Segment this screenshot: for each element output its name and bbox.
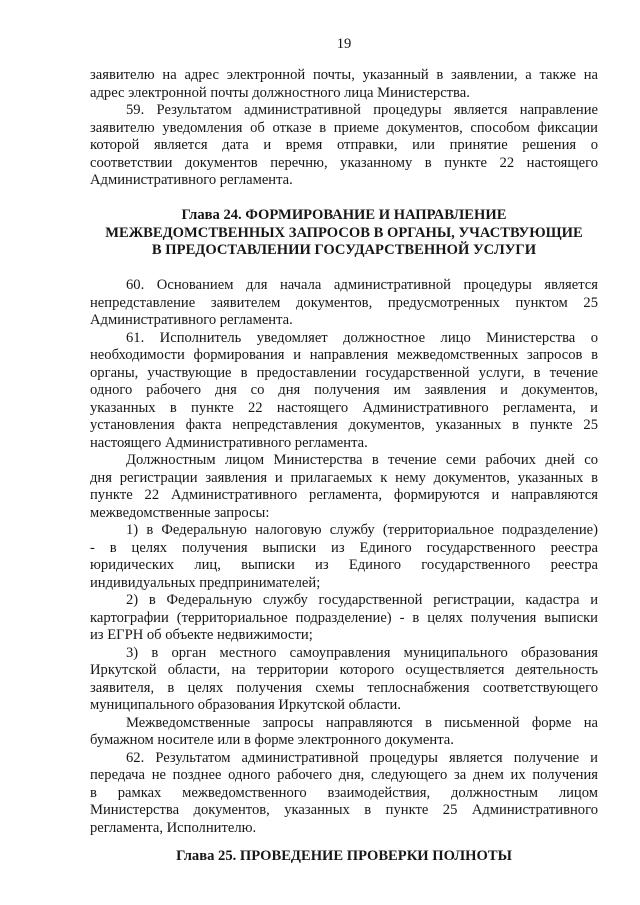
paragraph-item-60 (90, 277, 598, 330)
text-line: - в целях получения выписки из Единого государственного реестра (90, 539, 598, 556)
text-line: одного рабочего дня со дня получения им заявления и документов, (90, 382, 598, 398)
text-line: 1) в Федеральную налоговую службу (территориальное подразделение) (126, 522, 598, 538)
text-line: непредставление заявителем документов, предусмотренных пунктом 25 (90, 294, 598, 311)
text-line: заявителю уведомления об отказе в приеме документов, способом фиксации (90, 119, 598, 136)
heading-line: Глава 25. ПРОВЕДЕНИЕ ПРОВЕРКИ ПОЛНОТЫ (176, 848, 512, 864)
chapter-25-heading (90, 848, 598, 866)
text-line: Министерства документов, указанных в пункте 25 Административного (90, 802, 598, 818)
text-line: которой является дата и время отправки, или принятие решения о (90, 137, 598, 153)
text-line: муниципального образования Иркутской области. (90, 697, 402, 713)
text-line: в рамках межведомственного взаимодействия, должностным лицом (90, 784, 598, 801)
text-line: Административного регламента. (90, 312, 293, 328)
text-line: юридических лиц, выписки из Единого государственного реестра (90, 557, 598, 573)
paragraph-request-3 (90, 645, 598, 715)
text-line: органы, участвующие в предоставлении государственной услуги, в течение (90, 364, 598, 381)
text-line: бумажном носителе или в форме электронного документа. (90, 732, 454, 748)
chapter-24-heading (90, 207, 598, 260)
text-line: регламента, Исполнителю. (90, 819, 257, 836)
heading-line: В ПРЕДОСТАВЛЕНИИ ГОСУДАРСТВЕННОЙ УСЛУГИ (151, 242, 537, 258)
text-line: настоящего Административного регламента. (90, 434, 368, 451)
text-line: установления факта непредставления документов, указанных в пункте 25 (90, 417, 598, 433)
text-line: 59. Результатом административной процедуры является направление (126, 102, 598, 118)
paragraph-request-2 (90, 592, 598, 645)
paragraph-item-62 (90, 750, 598, 838)
text-line: необходимости формирования и направления межведомственных запросов в (90, 347, 598, 363)
text-line: дня регистрации заявления и прилагаемых к нему документов, указанных в (90, 469, 598, 486)
paragraph-item-61 (90, 330, 598, 453)
text-line: адрес электронной почты должностного лица Министерства. (90, 84, 470, 101)
text-line: заявителя, в целях получения схемы теплоснабжения соответствующего (90, 679, 598, 696)
paragraph-requests-intro (90, 452, 598, 522)
text-line: Межведомственные запросы направляются в письменной форме на (126, 714, 598, 731)
text-line: 60. Основанием для начала административной процедуры является (126, 277, 598, 293)
text-line: передача не позднее одного рабочего дня, следующего за днем их получения (90, 767, 598, 783)
text-line: 2) в Федеральную службу государственной регистрации, кадастра и (126, 592, 598, 608)
paragraph-continued (90, 67, 598, 102)
heading-line: Глава 24. ФОРМИРОВАНИЕ И НАПРАВЛЕНИЕ (181, 207, 507, 223)
text-line: Должностным лицом Министерства в течение семи рабочих дней со (126, 452, 598, 468)
text-line: Иркутской области, на территории которого осуществляется деятельность (90, 662, 598, 678)
paragraph-requests-form (90, 715, 598, 750)
text-line: соответствии документов перечню, указанному в пункте 22 настоящего (90, 154, 598, 171)
text-line: 61. Исполнитель уведомляет должностное лицо Министерства о (126, 329, 598, 346)
paragraph-request-1 (90, 522, 598, 592)
text-line: указанных в пункте 22 настоящего Административного регламента, и (90, 399, 598, 416)
text-line: Административного регламента. (90, 172, 293, 188)
text-line: картографии (территориальное подразделение) - в целях получения выписки (90, 609, 598, 626)
text-line: пункте 22 Административного регламента, формируются и направляются (90, 487, 598, 503)
paragraph-item-59 (90, 102, 598, 190)
text-line: межведомственные запросы: (90, 504, 270, 521)
text-line: 3) в орган местного самоуправления муниципального образования (126, 644, 598, 661)
text-line: заявителю на адрес электронной почты, указанный в заявлении, а также на (90, 67, 598, 83)
page-number: 19 (336, 36, 352, 52)
text-line: из ЕГРН об объекте недвижимости; (90, 627, 313, 643)
heading-line: МЕЖВЕДОМСТВЕННЫХ ЗАПРОСОВ В ОРГАНЫ, УЧАСТВУЮЩИЕ (105, 224, 583, 241)
text-line: 62. Результатом административной процедуры является получение и (126, 749, 598, 766)
text-line: индивидуальных предпринимателей; (90, 574, 321, 591)
